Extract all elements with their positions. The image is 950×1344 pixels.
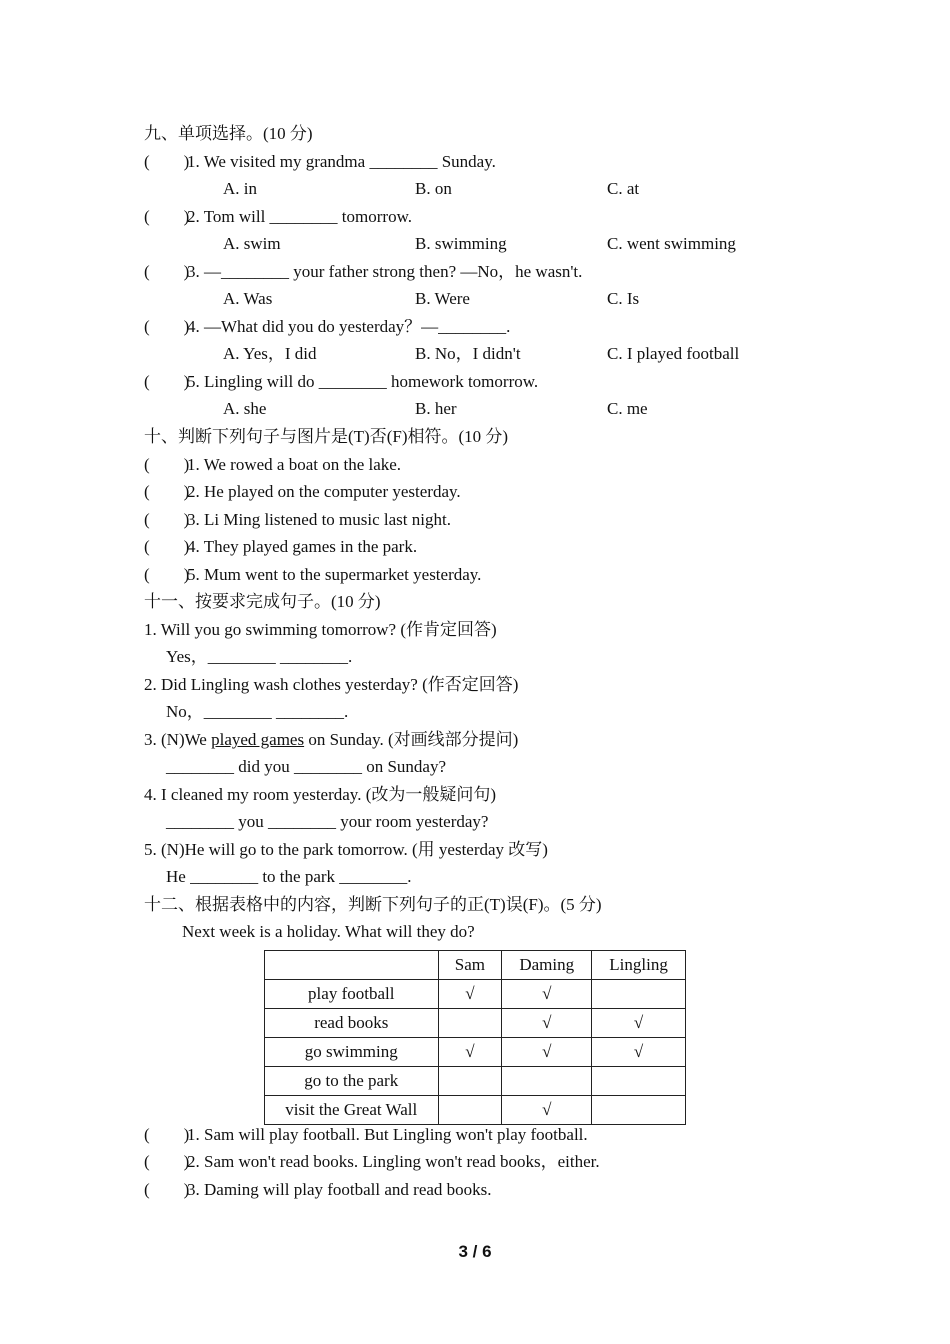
option-c: C. I played football (607, 344, 740, 363)
check-cell (592, 1067, 686, 1096)
s9-options-4 (144, 342, 784, 366)
header-cell (265, 951, 439, 980)
table-row (265, 1038, 686, 1067)
option-a: A. in (223, 179, 257, 198)
answer-paren[interactable]: ( ) (144, 455, 190, 474)
check-cell: √ (502, 1009, 592, 1038)
answer-paren[interactable]: ( ) (144, 1125, 190, 1144)
answer-paren[interactable]: ( ) (144, 372, 190, 391)
answer-paren[interactable]: ( ) (144, 510, 190, 529)
activity-cell: go swimming (265, 1038, 439, 1067)
s9-options-5 (144, 397, 784, 421)
check-cell (438, 1096, 502, 1125)
s9-question-1 (144, 150, 784, 174)
prompt-after: on Sunday. (对画线部分提问) (304, 730, 519, 749)
page-number: 3 / 6 (458, 1242, 492, 1261)
header-cell: Lingling (592, 951, 686, 980)
s10-item-1 (144, 453, 784, 477)
statement-text: 2. Sam won't read books. Lingling won't read books，either. (187, 1152, 600, 1171)
header-cell: Sam (438, 951, 502, 980)
option-c: C. me (607, 399, 648, 418)
table-row (265, 1067, 686, 1096)
activity-cell: read books (265, 1009, 439, 1038)
check-cell (592, 980, 686, 1009)
s11-q2-prompt: 2. Did Lingling wash clothes yesterday? (作否定回答) (144, 675, 519, 694)
statement-text: 3. Li Ming listened to music last night. (187, 510, 451, 529)
activity-table (264, 950, 686, 1125)
statement-text: 4. They played games in the park. (187, 537, 418, 556)
answer-paren[interactable]: ( ) (144, 537, 190, 556)
s11-q5-answer-line[interactable]: He ________ to the park ________. (166, 867, 412, 886)
s9-question-3 (144, 260, 784, 284)
section-11-heading: 十一、按要求完成句子。(10 分) (144, 592, 381, 611)
check-cell: √ (592, 1009, 686, 1038)
s10-item-3 (144, 508, 784, 532)
answer-paren[interactable]: ( ) (144, 262, 190, 281)
s11-q5-prompt: 5. (N)He will go to the park tomorrow. (用 yesterday 改写) (144, 840, 548, 859)
option-a: A. swim (223, 234, 281, 253)
s9-question-2 (144, 205, 784, 229)
answer-paren[interactable]: ( ) (144, 207, 190, 226)
option-c: C. went swimming (607, 234, 736, 253)
option-c: C. Is (607, 289, 640, 308)
s11-q3-answer-line[interactable]: ________ did you ________ on Sunday? (166, 757, 447, 776)
option-a: A. Was (223, 289, 273, 308)
statement-text: 3. Daming will play football and read books. (187, 1180, 492, 1199)
option-b: B. on (415, 179, 452, 198)
check-cell (502, 1067, 592, 1096)
s9-options-3 (144, 287, 784, 311)
check-cell (592, 1096, 686, 1125)
s12-item-2 (144, 1150, 784, 1174)
s10-item-4 (144, 535, 784, 559)
s10-item-5 (144, 563, 784, 587)
s11-q1-prompt: 1. Will you go swimming tomorrow? (作肯定回答) (144, 620, 497, 639)
question-text: 4. —What did you do yesterday？—________. (187, 317, 511, 336)
s9-options-2 (144, 232, 784, 256)
section-10-heading: 十、判断下列句子与图片是(T)否(F)相符。(10 分) (144, 427, 509, 446)
activity-cell: visit the Great Wall (265, 1096, 439, 1125)
prompt-before: 3. (N)We (144, 730, 212, 749)
option-b: B. her (415, 399, 457, 418)
check-cell: √ (502, 1038, 592, 1067)
check-cell: √ (502, 980, 592, 1009)
s12-item-1 (144, 1123, 784, 1147)
activity-cell: go to the park (265, 1067, 439, 1096)
section-9-heading: 九、单项选择。(10 分) (144, 124, 313, 143)
statement-text: 2. He played on the computer yesterday. (187, 482, 461, 501)
check-cell (438, 1009, 502, 1038)
question-text: 2. Tom will ________ tomorrow. (187, 207, 413, 226)
answer-paren[interactable]: ( ) (144, 565, 190, 584)
table-row (265, 1009, 686, 1038)
section-12-heading: 十二、根据表格中的内容，判断下列句子的正(T)误(F)。(5 分) (144, 895, 602, 914)
check-cell: √ (438, 980, 502, 1009)
header-cell: Daming (502, 951, 592, 980)
question-text: 3. —________ your father strong then? —No，he wasn't. (187, 262, 583, 281)
option-a: A. she (223, 399, 267, 418)
option-c: C. at (607, 179, 640, 198)
check-cell (438, 1067, 502, 1096)
statement-text: 1. Sam will play football. But Lingling won't play football. (187, 1125, 588, 1144)
table-header-row (265, 951, 686, 980)
activity-cell: play football (265, 980, 439, 1009)
option-a: A. Yes，I did (223, 344, 317, 363)
option-b: B. Were (415, 289, 470, 308)
option-b: B. No，I didn't (415, 344, 521, 363)
answer-paren[interactable]: ( ) (144, 317, 190, 336)
answer-paren[interactable]: ( ) (144, 152, 190, 171)
question-text: 5. Lingling will do ________ homework tomorrow. (187, 372, 539, 391)
statement-text: 1. We rowed a boat on the lake. (187, 455, 402, 474)
question-text: 1. We visited my grandma ________ Sunday. (187, 152, 496, 171)
statement-text: 5. Mum went to the supermarket yesterday. (187, 565, 482, 584)
s9-question-4 (144, 315, 784, 339)
check-cell: √ (502, 1096, 592, 1125)
option-b: B. swimming (415, 234, 507, 253)
s11-q1-answer-line[interactable]: Yes，________ ________. (166, 647, 353, 666)
underlined-phrase: played games (211, 730, 305, 749)
s9-options-1 (144, 177, 784, 201)
table-row (265, 980, 686, 1009)
answer-paren[interactable]: ( ) (144, 1180, 190, 1199)
s12-intro: Next week is a holiday. What will they do? (182, 922, 475, 941)
s11-q2-answer-line[interactable]: No，________ ________. (166, 702, 349, 721)
table-row (265, 1096, 686, 1125)
s11-q4-prompt: 4. I cleaned my room yesterday. (改为一般疑问句) (144, 785, 497, 804)
s11-q4-answer-line[interactable]: ________ you ________ your room yesterday? (166, 812, 489, 831)
answer-paren[interactable]: ( ) (144, 482, 190, 501)
s9-question-5 (144, 370, 784, 394)
answer-paren[interactable]: ( ) (144, 1152, 190, 1171)
s10-item-2 (144, 480, 784, 504)
s12-item-3 (144, 1178, 784, 1202)
check-cell: √ (438, 1038, 502, 1067)
s11-q3-prompt (144, 728, 518, 752)
check-cell: √ (592, 1038, 686, 1067)
